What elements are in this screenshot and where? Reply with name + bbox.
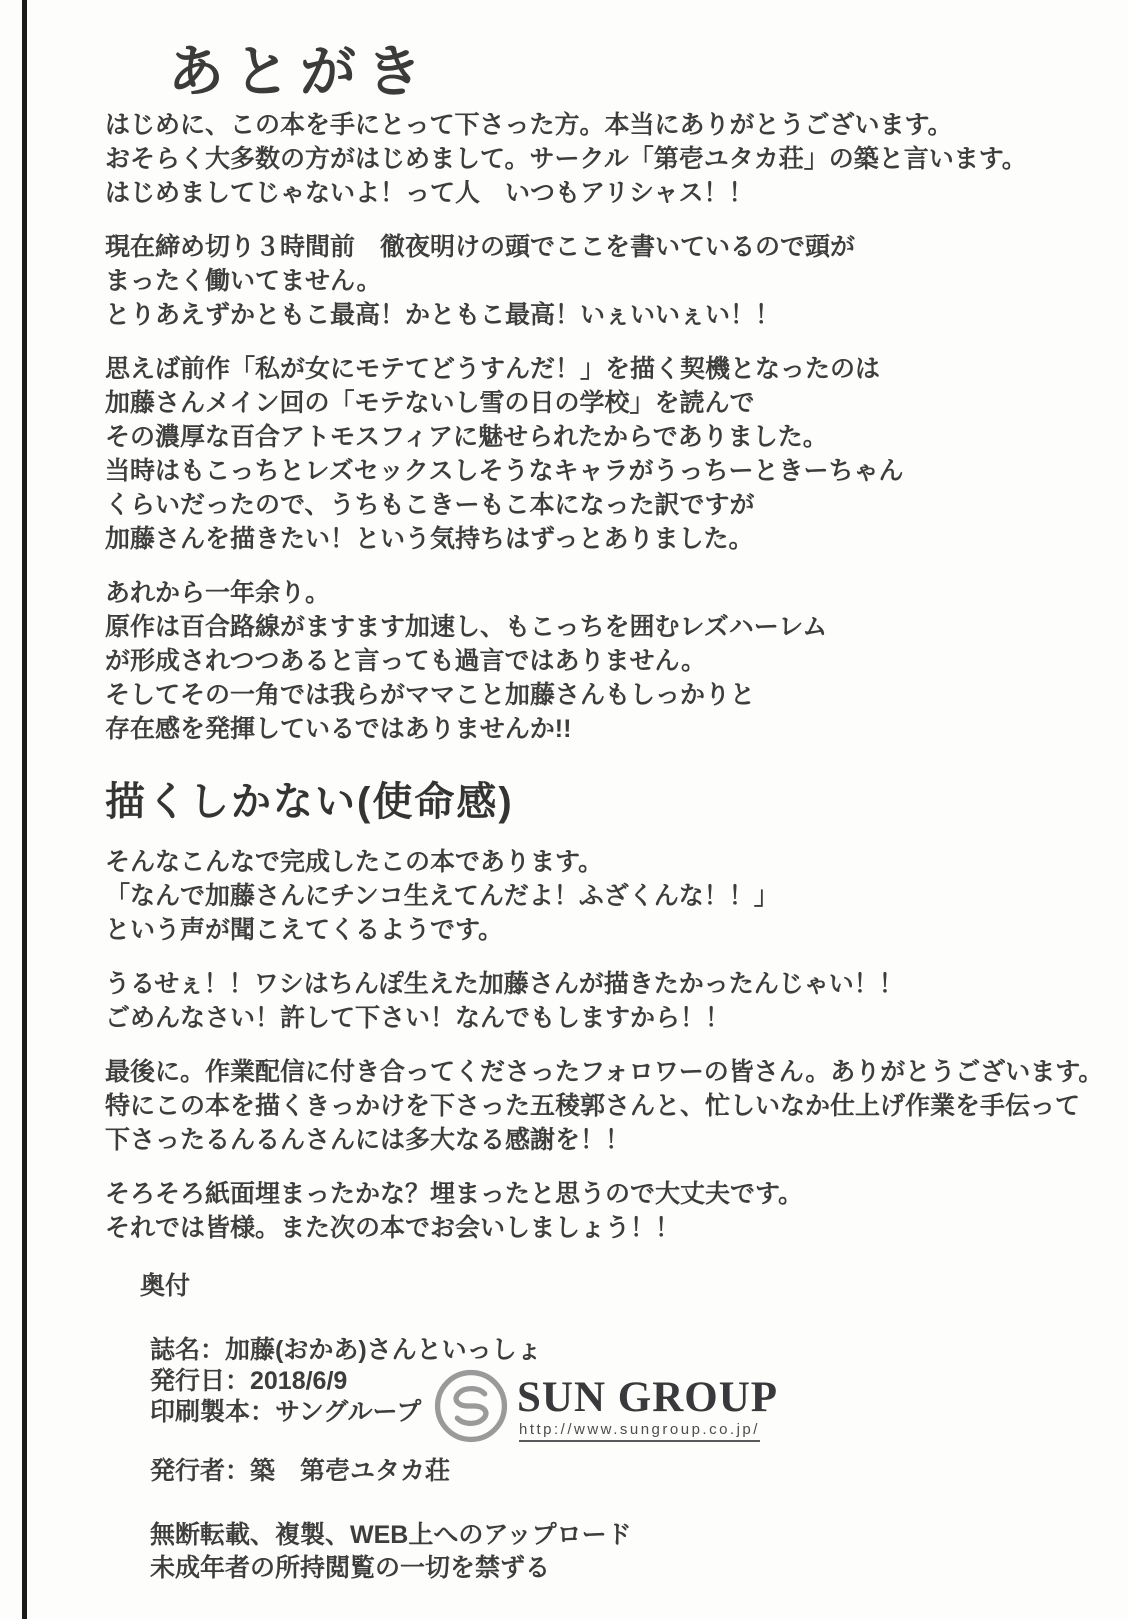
text-line: 「なんで加藤さんにチンコ生えてんだよ！ふざくんな！！」 bbox=[105, 882, 779, 910]
text-line: 未成年者の所持閲覧の一切を禁ずる bbox=[150, 1554, 551, 1582]
text-line: 原作は百合路線がますます加速し、もこっちを囲むレズハーレム bbox=[105, 613, 828, 641]
text-line: 誌名：加藤(おかあ)さんといっしょ bbox=[150, 1336, 542, 1364]
text-line: 加藤さんメイン回の「モテないし雪の日の学校」を読んで bbox=[105, 389, 755, 417]
sun-group-logo bbox=[433, 1368, 778, 1449]
text-line: が形成されつつあると言っても過言ではありません。 bbox=[105, 647, 707, 675]
text-line: 最後に。作業配信に付き合ってくださったフォロワーの皆さん。ありがとうございます。 bbox=[105, 1058, 1104, 1086]
sun-group-name: SUN GROUP bbox=[517, 1373, 779, 1421]
text-line: 思えば前作「私が女にモテてどうすんだ！」を描く契機となったのは bbox=[105, 355, 881, 383]
afterword-body bbox=[105, 108, 1123, 1585]
text-line: 加藤さんを描きたい！という気持ちはずっとありました。 bbox=[105, 525, 754, 553]
paragraph-greeting bbox=[105, 108, 1123, 210]
text-line: はじめに、この本を手にとって下さった方。本当にありがとうございます。 bbox=[105, 111, 953, 139]
text-line: そろそろ紙面埋まったかな？埋まったと思うので大丈夫です。 bbox=[105, 1180, 804, 1208]
paragraph-thanks bbox=[105, 1055, 1123, 1157]
paragraph-previous-work bbox=[105, 352, 1123, 556]
page-title: あとがき bbox=[168, 40, 432, 103]
text-line: まったく働いてません。 bbox=[105, 267, 382, 295]
text-line: うるせぇ！！ワシはちんぽ生えた加藤さんが描きたかったんじゃい！！ bbox=[105, 970, 904, 998]
text-line: という声が聞こえてくるようです。 bbox=[105, 916, 504, 944]
scan-edge-line bbox=[22, 0, 27, 1619]
sun-group-logo-icon bbox=[433, 1368, 509, 1449]
section-heading: 描くしかない(使命感) bbox=[105, 780, 514, 824]
text-line: 印刷製本：サングループ bbox=[150, 1398, 422, 1426]
paragraph-retort bbox=[105, 967, 1123, 1035]
text-line: そんなこんなで完成したこの本であります。 bbox=[105, 848, 604, 876]
text-line: 下さったるんるんさんには多大なる感謝を！！ bbox=[105, 1126, 631, 1154]
sun-group-url: http://www.sungroup.co.jp/ bbox=[519, 1421, 760, 1442]
text-line: その濃厚な百合アトモスフィアに魅せられたからでありました。 bbox=[105, 423, 828, 451]
text-line: 存在感を発揮しているではありませんか!! bbox=[105, 715, 572, 743]
text-line: とりあえずかともこ最高！かともこ最高！いぇいいぇい！！ bbox=[105, 301, 781, 329]
text-line: 現在締め切り３時間前 徹夜明けの頭でここを書いているので頭が bbox=[105, 233, 856, 261]
text-line: 発行日：2018/6/9 bbox=[150, 1367, 348, 1395]
text-line: はじめましてじゃないよ！って人 いつもアリシャス！！ bbox=[105, 179, 754, 207]
text-line: くらいだったので、うちもこきーもこ本になった訳ですが bbox=[105, 491, 755, 519]
paragraph-one-year-later bbox=[105, 576, 1123, 746]
paragraph-closing bbox=[105, 1177, 1123, 1245]
text-line: あれから一年余り。 bbox=[105, 579, 331, 607]
colophon-label: 奥付 bbox=[140, 1272, 191, 1300]
text-line: それでは皆様。また次の本でお会いしましょう！！ bbox=[105, 1214, 681, 1242]
paragraph-completed-book bbox=[105, 845, 1123, 947]
text-line: ごめんなさい！許して下さい！なんでもしますから！！ bbox=[105, 1004, 731, 1032]
text-line: 無断転載、複製、WEB上へのアップロード bbox=[150, 1521, 632, 1549]
text-line: 当時はもこっちとレズセックスしそうなキャラがうっちーときーちゃん bbox=[105, 457, 904, 485]
text-line: そしてその一角では我らがママこと加藤さんもしっかりと bbox=[105, 681, 756, 709]
publisher-line: 発行者：築 第壱ユタカ荘 bbox=[150, 1457, 451, 1485]
copyright-notice bbox=[150, 1519, 1123, 1585]
paragraph-deadline bbox=[105, 230, 1123, 332]
text-line: おそらく大多数の方がはじめまして。サークル「第壱ユタカ荘」の築と言います。 bbox=[105, 145, 1027, 173]
sun-group-logo-text bbox=[517, 1373, 779, 1442]
text-line: 特にこの本を描くきっかけを下さった五稜郭さんと、忙しいなか仕上げ作業を手伝って bbox=[105, 1092, 1081, 1120]
